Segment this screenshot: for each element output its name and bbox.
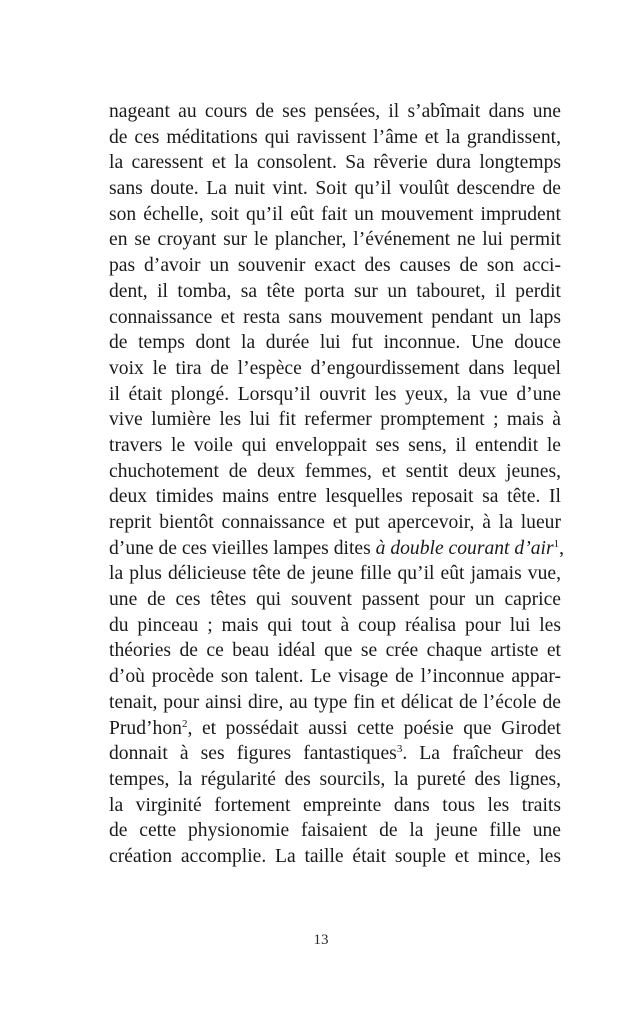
text-line: tempes, la régularité des sourcils, la pureté des lignes, bbox=[109, 768, 561, 790]
text-line: une de ces têtes qui souvent passent pour un caprice bbox=[109, 589, 561, 611]
text-line: d’où procède son talent. Le visage de l’inconnue appar- bbox=[109, 666, 561, 688]
text-line-with-footnote bbox=[109, 741, 561, 767]
footnote-marker[interactable]: 1 bbox=[553, 537, 560, 550]
footnote-marker[interactable]: 2 bbox=[181, 717, 188, 730]
text-line: tenait, pour ainsi dire, au type fin et délicat de l’école de bbox=[109, 691, 561, 713]
text-line: deux timides mains entre lesquelles reposait sa tête. Il bbox=[109, 486, 561, 508]
body-text bbox=[109, 99, 564, 870]
line-text: , bbox=[559, 537, 564, 559]
text-line: chuchotement de deux femmes, et sentit deux jeunes, bbox=[109, 460, 561, 482]
text-line: vive lumière les lui fit refermer promptement ; mais à bbox=[109, 409, 561, 431]
text-line: en se croyant sur le plancher, l’événement ne lui permit bbox=[109, 229, 561, 251]
text-line: nageant au cours de ses pensées, il s’abîmait dans une bbox=[109, 101, 561, 122]
line-text: d’une de ces vieilles lampes dites bbox=[109, 537, 376, 559]
text-line: pas d’avoir un souvenir exact des causes de son acci- bbox=[109, 255, 561, 277]
text-line: de temps dont la durée lui fut inconnue. Une douce bbox=[109, 332, 561, 354]
line-text: , et possédait aussi cette poésie que Girodet bbox=[187, 717, 561, 739]
text-line: de cette physionomie faisaient de la jeune fille une bbox=[109, 820, 561, 842]
text-line: sans doute. La nuit vint. Soit qu’il voulût descendre de bbox=[109, 178, 561, 200]
text-line: voix le tira de l’espèce d’engourdissement dans lequel bbox=[109, 357, 561, 379]
text-line: il était plongé. Lorsqu’il ouvrit les yeux, la vue d’une bbox=[109, 383, 561, 405]
line-text: donnait à ses figures fantastiques bbox=[109, 743, 397, 765]
text-line: travers le voile qui enveloppait ses sens, il entendit le bbox=[109, 434, 561, 456]
text-line: la virginité fortement empreinte dans tous les traits bbox=[109, 794, 561, 816]
italic-text: à double courant d’air bbox=[375, 537, 554, 559]
text-line: dent, il tomba, sa tête porta sur un tabouret, il perdit bbox=[109, 280, 561, 302]
text-line-with-footnote bbox=[109, 536, 564, 562]
text-line: connaissance et resta sans mouvement pendant un laps bbox=[109, 306, 561, 328]
text-line: création accomplie. La taille était souple et mince, les bbox=[109, 845, 561, 867]
line-text: . La fraîcheur des bbox=[402, 743, 561, 765]
text-line: la plus délicieuse tête de jeune fille qu’il eût jamais vue, bbox=[109, 563, 561, 585]
text-line-with-footnote bbox=[109, 716, 561, 742]
text-line: son échelle, soit qu’il eût fait un mouvement imprudent bbox=[109, 203, 561, 225]
text-line: théories de ce beau idéal que se crée chaque artiste et bbox=[109, 640, 561, 662]
text-line: la caressent et la consolent. Sa rêverie dura longtemps bbox=[109, 152, 561, 174]
text-line: de ces méditations qui ravissent l’âme et la grandissent, bbox=[109, 126, 561, 148]
text-line: du pinceau ; mais qui tout à coup réalisa pour lui les bbox=[109, 614, 561, 636]
footnote-marker[interactable]: 3 bbox=[396, 743, 403, 756]
page-number: 13 bbox=[313, 932, 329, 948]
line-text: Prud’hon bbox=[109, 717, 182, 739]
text-line: reprit bientôt connaissance et put apercevoir, à la lueur bbox=[109, 512, 561, 533]
